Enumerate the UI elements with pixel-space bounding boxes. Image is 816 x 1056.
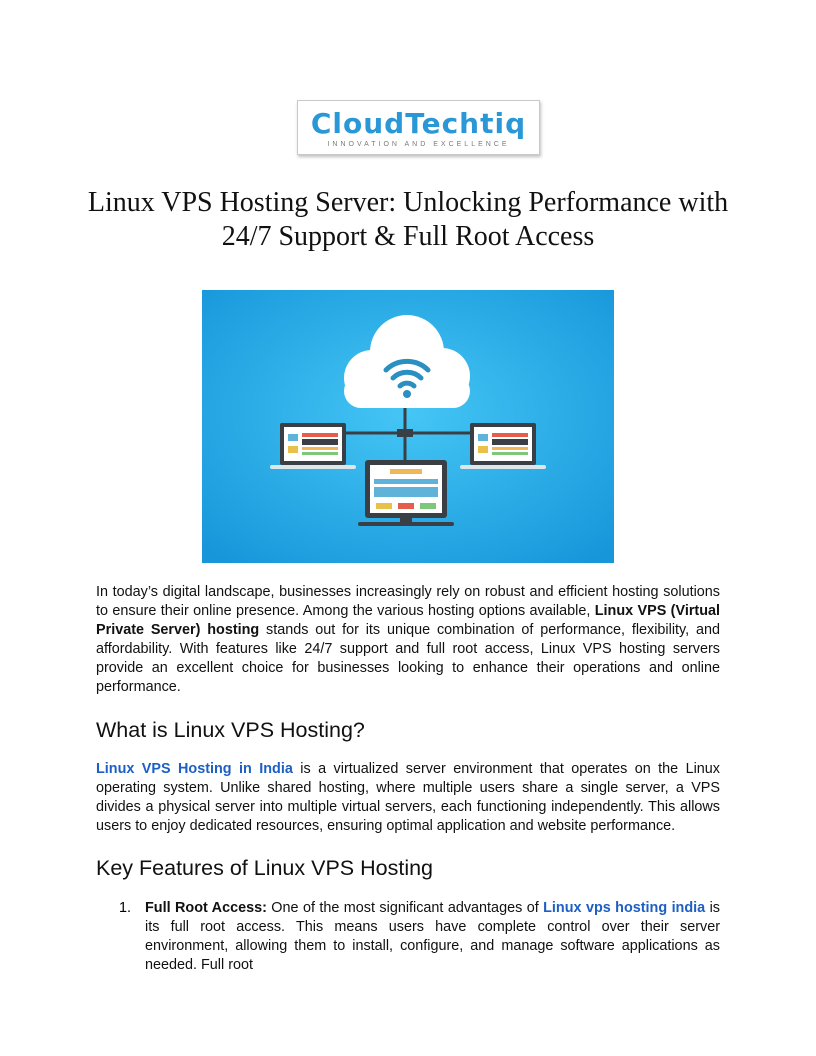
list-item-label: Full Root Access: [145, 900, 267, 916]
intro-bold: Linux VPS (Virtual Private Server) hosting [96, 603, 721, 638]
list-item-number: 1. [119, 900, 132, 916]
linux-vps-india-link[interactable]: Linux VPS Hosting in India [96, 761, 293, 777]
laptop-left-icon [270, 423, 356, 469]
logo-text: CloudTechtiq [310, 107, 527, 140]
intro-paragraph [96, 583, 720, 697]
article-title: Linux VPS Hosting Server: Unlocking Performance with 24/7 Support & Full Root Access [87, 187, 729, 252]
logo [297, 100, 540, 155]
section1-text: is a virtualized server environment that operates on the Linux operating system. Unlike shared hosting, where multiple users share a single server, a VPS divides a physical server into multiple virtual servers, each functioning independently. This allows users to enjoy dedicated resources, ensuring optimal application and website performance. [96, 761, 720, 834]
list-item [145, 899, 720, 975]
desktop-monitor-icon [358, 460, 454, 526]
intro-text-1: In today’s digital landscape, businesses increasingly rely on robust and efficient hosting solutions to ensure their online presence. Among the various hosting options available, [96, 584, 720, 619]
section1-paragraph [96, 760, 720, 836]
intro-text-2: stands out for its unique combination of performance, flexibility, and affordability. With features like 24/7 support and full root access, Linux VPS hosting servers provide an excellent choice for businesses looking to enhance their operations and online performance. [96, 622, 720, 695]
list-item-text-2: is its full root access. This means users have complete control over their server environment, allowing them to install, configure, and manage software applications as needed. Full root [145, 900, 720, 973]
list-item-text-1: One of the most significant advantages of [266, 900, 544, 916]
hero-illustration [202, 290, 614, 563]
laptop-right-icon [460, 423, 546, 469]
section-heading-key-features: Key Features of Linux VPS Hosting [96, 856, 434, 880]
linux-vps-hosting-india-link[interactable]: Linux vps hosting india [543, 900, 706, 916]
logo-tagline: INNOVATION AND EXCELLENCE [327, 141, 510, 148]
section-heading-what-is: What is Linux VPS Hosting? [96, 718, 365, 742]
